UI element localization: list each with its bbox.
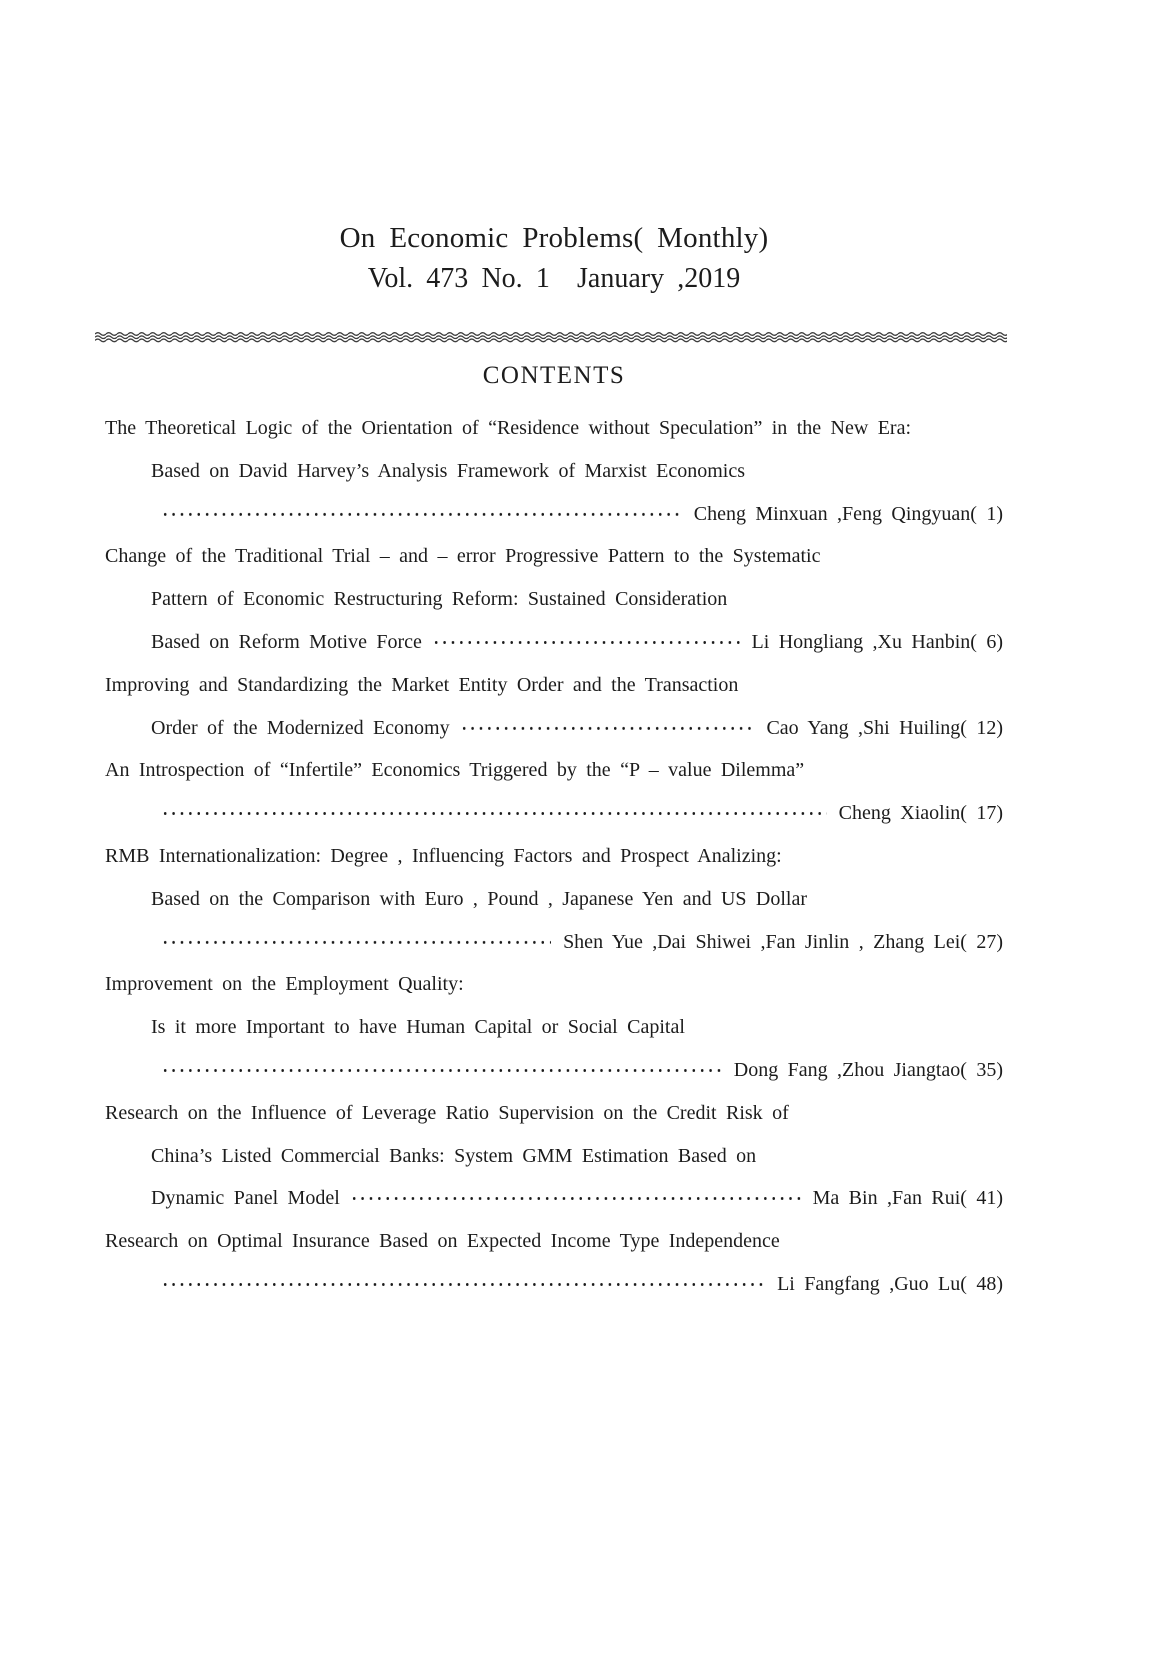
entry-title-text: Pattern of Economic Restructuring Reform: Sustained Consideration (151, 588, 728, 611)
toc-entry (105, 835, 1003, 963)
entry-leader-prefix: Dynamic Panel Model (151, 1187, 340, 1210)
entry-leader-line (105, 921, 1003, 964)
entry-authors-wrap (563, 921, 1003, 964)
entry-title-line (105, 1006, 1003, 1049)
entry-authors-wrap (734, 1049, 1003, 1092)
entry-authors: Dong Fang ,Zhou Jiangtao (733, 1058, 961, 1081)
entry-title-text: Improving and Standardizing the Market Entity Order and the Transaction (105, 673, 739, 696)
entry-leader-prefix: Order of the Modernized Economy (151, 716, 450, 739)
entry-title-line (105, 835, 1003, 878)
entry-title-line (105, 535, 1003, 578)
entry-title-line (105, 450, 1003, 493)
entry-title-line (105, 1135, 1003, 1178)
entry-leader-line (105, 1049, 1003, 1092)
entry-title-text: The Theoretical Logic of the Orientation of “Residence without Speculation” in the New Era: (105, 417, 912, 439)
entry-authors: Li Hongliang ,Xu Hanbin (751, 630, 971, 653)
entry-authors: Ma Bin ,Fan Rui (812, 1187, 961, 1210)
entry-title-text: Research on Optimal Insurance Based on Expected Income Type Independence (105, 1230, 780, 1253)
entry-authors: Cheng Xiaolin (838, 802, 961, 825)
toc-entry (105, 749, 1003, 835)
entry-authors-wrap (813, 1177, 1003, 1220)
entry-page-number: ( 35) (960, 1058, 1003, 1081)
entry-page-number: ( 6) (970, 630, 1003, 653)
leader-dots (350, 1177, 801, 1220)
toc-entries (105, 407, 1003, 1306)
entry-title-text: Improvement on the Employment Quality: (105, 973, 464, 996)
toc-entry (105, 535, 1003, 663)
wavy-divider (95, 331, 1007, 344)
entry-leader-line (105, 493, 1003, 536)
entry-title-text: An Introspection of “Infertile” Economics Triggered by the “P – value Dilemma” (105, 759, 805, 782)
entry-page-number: ( 1) (970, 502, 1003, 525)
entry-title-line (105, 1220, 1003, 1263)
journal-title: On Economic Problems( Monthly) (339, 222, 769, 254)
journal-issue: Vol. 473 No. 1 January ,2019 (367, 263, 741, 294)
toc-entry (105, 1220, 1003, 1306)
toc-entry (105, 963, 1003, 1091)
leader-dots (161, 921, 551, 964)
entry-authors: Li Fangfang ,Guo Lu (777, 1272, 961, 1295)
entry-title-line (105, 963, 1003, 1006)
contents-heading: CONTENTS (482, 362, 626, 389)
entry-title-line (105, 749, 1003, 792)
leader-dots (161, 792, 827, 835)
toc-entry (105, 664, 1003, 750)
entry-leader-line (105, 792, 1003, 835)
entry-page-number: ( 17) (960, 802, 1003, 825)
entry-leader-line (105, 707, 1003, 750)
entry-title-text: Is it more Important to have Human Capital or Social Capital (151, 1016, 685, 1039)
entry-page-number: ( 27) (960, 930, 1003, 953)
entry-title-line (105, 578, 1003, 621)
entry-leader-line (105, 1177, 1003, 1220)
entry-title-text: Research on the Influence of Leverage Ratio Supervision on the Credit Risk of (105, 1101, 789, 1124)
entry-authors-wrap (777, 1263, 1003, 1306)
entry-title-text: RMB Internationalization: Degree , Influencing Factors and Prospect Analizing: (105, 844, 782, 867)
entry-leader-line (105, 1263, 1003, 1306)
entry-title-text: China’s Listed Commercial Banks: System GMM Estimation Based on (151, 1144, 757, 1167)
entry-title-text: Change of the Traditional Trial – and – error Progressive Pattern to the Systematic (105, 545, 821, 568)
leader-dots (161, 1049, 722, 1092)
entry-title-line (105, 878, 1003, 921)
leader-dots (161, 493, 682, 536)
entry-title-line (105, 664, 1003, 707)
entry-authors-wrap (839, 792, 1003, 835)
entry-authors-wrap (766, 707, 1003, 750)
entry-leader-prefix: Based on Reform Motive Force (151, 630, 422, 653)
entry-title-text: Based on David Harvey’s Analysis Framework of Marxist Economics (151, 459, 745, 482)
toc-entry (105, 1092, 1003, 1220)
toc-page (105, 0, 1003, 1306)
entry-authors: Cheng Minxuan ,Feng Qingyuan (693, 502, 971, 525)
leader-dots (432, 621, 740, 664)
leader-dots (161, 1263, 765, 1306)
entry-page-number: ( 41) (960, 1187, 1003, 1210)
entry-title-text: Based on the Comparison with Euro , Pound , Japanese Yen and US Dollar (151, 887, 808, 910)
entry-title-line (105, 1092, 1003, 1135)
entry-authors-wrap (752, 621, 1003, 664)
entry-page-number: ( 12) (960, 716, 1003, 739)
leader-dots (460, 707, 755, 750)
entry-leader-line (105, 621, 1003, 664)
entry-page-number: ( 48) (960, 1272, 1003, 1295)
entry-authors: Cao Yang ,Shi Huiling (766, 716, 961, 739)
toc-entry (105, 407, 1003, 535)
entry-authors: Shen Yue ,Dai Shiwei ,Fan Jinlin , Zhang Lei (563, 930, 961, 953)
entry-authors-wrap (694, 493, 1003, 536)
entry-title-line (105, 407, 1003, 450)
